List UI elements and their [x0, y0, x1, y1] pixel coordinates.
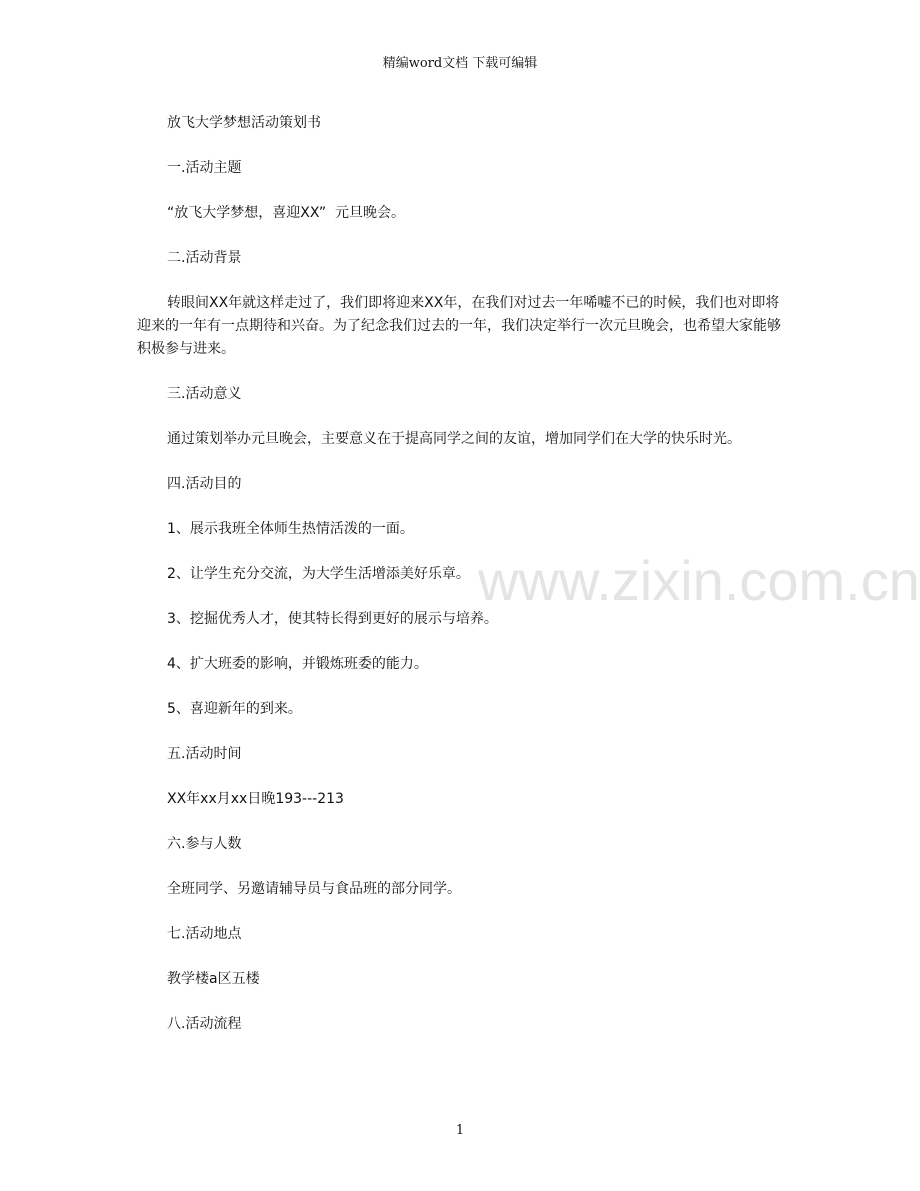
- purpose-item: 3、挖掘优秀人才，使其特长得到更好的展示与培养。: [167, 611, 498, 627]
- section-heading-purpose: 四.活动目的: [167, 476, 242, 492]
- section-heading-theme: 一.活动主题: [167, 160, 242, 176]
- background-paragraph: 转眼间XX年就这样走过了，我们即将迎来XX年，在我们对过去一年唏嘘不已的时候，我们也对即将迎来的一年有一点期待和兴奋。为了纪念我们过去的一年，我们决定举行一次元旦晚会，也希望大家能够积极参与进来。: [137, 295, 781, 357]
- document-body: [137, 112, 787, 1058]
- purpose-item: 1、展示我班全体师生热情活泼的一面。: [167, 521, 414, 537]
- page-number: 1: [455, 1123, 465, 1138]
- document-title: 放飞大学梦想活动策划书: [167, 115, 321, 131]
- purpose-item: 4、扩大班委的影响，并锻炼班委的能力。: [167, 656, 428, 672]
- watermark: www.zixin.com.cn: [478, 549, 920, 612]
- theme-text: “放飞大学梦想，喜迎XX” 元旦晚会。: [167, 205, 406, 221]
- participants-text: 全班同学、另邀请辅导员与食品班的部分同学。: [167, 881, 461, 897]
- page-header: 精编word文档 下载可编辑: [382, 56, 538, 71]
- purpose-item: 5、喜迎新年的到来。: [167, 701, 302, 717]
- section-heading-time: 五.活动时间: [167, 746, 242, 762]
- significance-paragraph: 通过策划举办元旦晚会，主要意义在于提高同学之间的友谊，增加同学们在大学的快乐时光。: [167, 431, 741, 447]
- section-heading-location: 七.活动地点: [167, 926, 242, 942]
- section-heading-background: 二.活动背景: [167, 250, 242, 266]
- purpose-item: 2、让学生充分交流，为大学生活增添美好乐章。: [167, 566, 470, 582]
- time-text: XX年xx月xx日晚193---213: [167, 791, 344, 807]
- section-heading-process: 八.活动流程: [167, 1016, 242, 1032]
- section-heading-participants: 六.参与人数: [167, 836, 242, 852]
- section-heading-significance: 三.活动意义: [167, 386, 242, 402]
- location-text: 教学楼a区五楼: [167, 971, 260, 987]
